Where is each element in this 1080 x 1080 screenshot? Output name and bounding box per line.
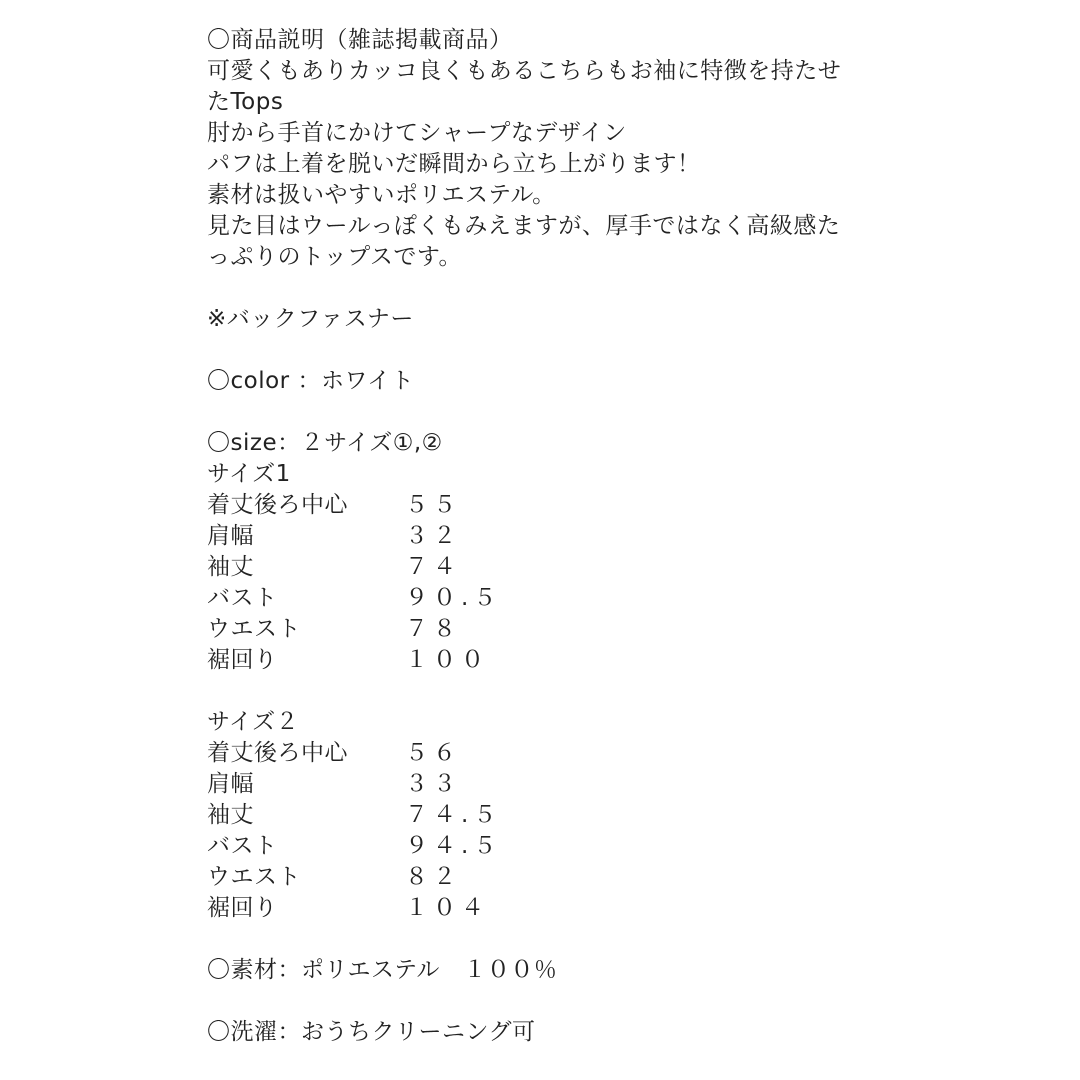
washing-line: 〇洗濯：おうちクリーニング可 (207, 1019, 536, 1045)
description-line: 肘から手首にかけてシャープなデザイン (207, 120, 627, 146)
measurement-value: ９０.５ (405, 585, 502, 611)
measurement-label: バスト (207, 585, 278, 611)
description-line: 素材は扱いやすいポリエステル。 (207, 182, 556, 208)
measurement-row (207, 800, 887, 831)
size-2-title: サイズ２ (207, 709, 300, 735)
measurement-label: 裾回り (207, 895, 278, 921)
measurement-row (207, 645, 887, 676)
spacer (207, 986, 887, 1017)
spacer (207, 924, 887, 955)
measurement-label: 着丈後ろ中心 (207, 740, 348, 766)
measurement-row (207, 893, 887, 924)
color-line: 〇color ：ホワイト (207, 368, 415, 394)
measurement-label: バスト (207, 833, 278, 859)
measurement-label: 肩幅 (207, 771, 254, 797)
measurement-row (207, 583, 887, 614)
description-heading: 〇商品説明（雑誌掲載商品） (207, 27, 513, 53)
measurement-value: １０４ (405, 895, 489, 921)
description-line: 見た目はウールっぽくもみえますが、厚手ではなく高級感た (207, 213, 841, 239)
measurement-label: ウエスト (207, 616, 301, 642)
measurement-row (207, 769, 887, 800)
material-line: 〇素材：ポリエステル １００％ (207, 957, 558, 983)
measurement-label: 着丈後ろ中心 (207, 492, 348, 518)
size-2-block (207, 707, 887, 924)
description-line: パフは上着を脱いだ瞬間から立ち上がります！ (207, 151, 701, 177)
measurement-value: ５６ (405, 740, 461, 766)
measurement-row (207, 862, 887, 893)
description-line: 可愛くもありカッコ良くもあるこちらもお袖に特徴を持たせ (207, 58, 842, 84)
measurement-row (207, 552, 887, 583)
measurement-value: ７４ (405, 554, 461, 580)
spacer (207, 397, 887, 428)
spacer (207, 335, 887, 366)
size-1-title: サイズ1 (207, 461, 291, 487)
size-line: 〇size：２サイズ①,② (207, 430, 443, 456)
measurement-row (207, 521, 887, 552)
measurement-value: ３３ (405, 771, 461, 797)
size-1-block (207, 459, 887, 676)
measurement-label: 肩幅 (207, 523, 254, 549)
measurement-value: ７８ (405, 616, 461, 642)
measurement-value: ９４.５ (405, 833, 502, 859)
product-description-document (207, 25, 887, 1048)
measurement-value: ５５ (405, 492, 461, 518)
measurement-row (207, 490, 887, 521)
measurement-value: ８２ (405, 864, 461, 890)
back-zipper-note: ※バックファスナー (207, 306, 414, 332)
description-line: たTops (207, 89, 284, 115)
measurement-value: １００ (405, 647, 489, 673)
measurement-label: 裾回り (207, 647, 278, 673)
measurement-label: ウエスト (207, 864, 301, 890)
measurement-value: ７４.５ (405, 802, 502, 828)
measurement-value: ３２ (405, 523, 461, 549)
measurement-label: 袖丈 (207, 554, 254, 580)
measurement-label: 袖丈 (207, 802, 254, 828)
measurement-row (207, 738, 887, 769)
spacer (207, 273, 887, 304)
measurement-row (207, 831, 887, 862)
measurement-row (207, 614, 887, 645)
spacer (207, 676, 887, 707)
description-line: っぷりのトップスです。 (207, 244, 463, 270)
